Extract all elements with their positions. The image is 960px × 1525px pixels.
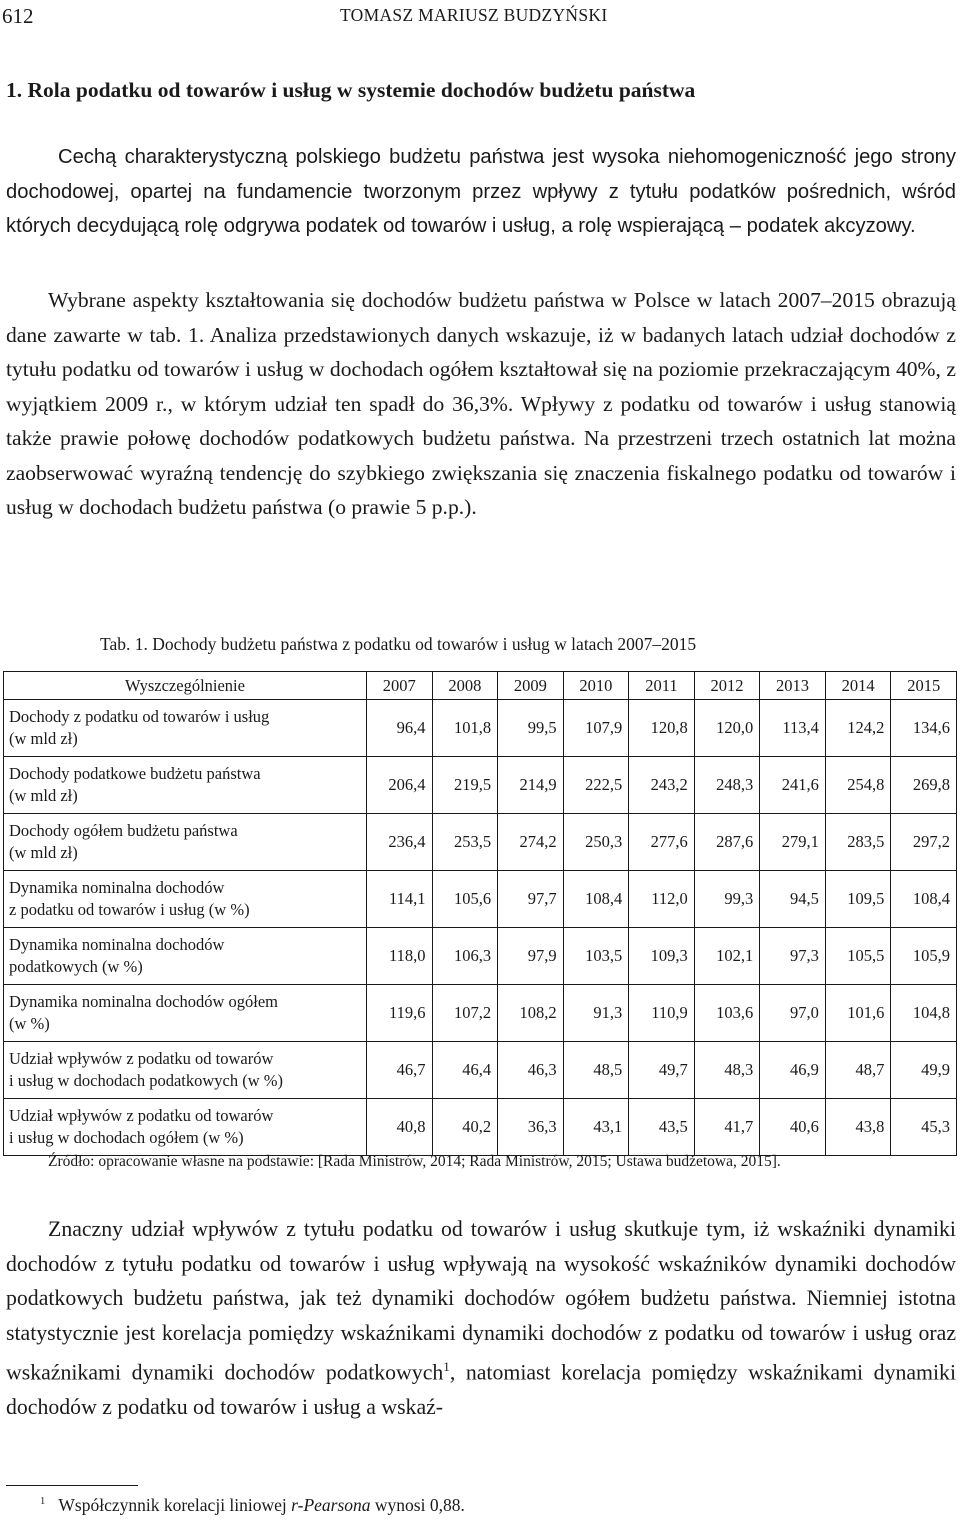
row-label [4,928,367,985]
col-header: 2008 [432,672,498,700]
table-cell: 97,7 [498,871,564,928]
table-row [4,700,957,757]
page-number: 612 [2,4,34,28]
table-cell: 48,5 [563,1042,629,1099]
col-header: 2013 [760,672,826,700]
table-cell: 49,9 [891,1042,957,1099]
footnote [40,1495,940,1516]
table-cell: 214,9 [498,757,564,814]
table-cell: 46,9 [760,1042,826,1099]
paragraph-correlation [6,1212,956,1424]
table-cell: 40,6 [760,1099,826,1156]
table-cell: 106,3 [432,928,498,985]
table-cell: 97,0 [760,985,826,1042]
table-cell: 101,8 [432,700,498,757]
table-cell: 105,5 [825,928,891,985]
table-cell: 108,4 [891,871,957,928]
table-cell: 219,5 [432,757,498,814]
row-label [4,1042,367,1099]
row-label-line: Dochody z podatku od towarów i usług [9,707,270,726]
table-row [4,1099,957,1156]
table-source-note: Źródło: opracowanie własne na podstawie: [Rada Ministrów, 2014; Rada Ministrów, 2015; Ustawa budżetowa, 2015]. [48,1153,781,1170]
footnote-ref[interactable]: 1 [443,1359,450,1374]
table-cell: 124,2 [825,700,891,757]
row-label [4,700,367,757]
table-row [4,814,957,871]
row-label-line: Dochody ogółem budżetu państwa [9,821,238,840]
table-cell: 118,0 [367,928,433,985]
table-cell: 248,3 [694,757,760,814]
table-cell: 43,8 [825,1099,891,1156]
table-cell: 109,3 [629,928,695,985]
col-header: 2007 [367,672,433,700]
table-cell: 206,4 [367,757,433,814]
col-header: Wyszczególnienie [4,672,367,700]
row-label-line: Dynamika nominalna dochodów [9,878,225,897]
table-cell: 112,0 [629,871,695,928]
table-row [4,1042,957,1099]
footnote-marker: 1 [40,1496,46,1508]
table-cell: 99,3 [694,871,760,928]
table-cell: 283,5 [825,814,891,871]
table-cell: 114,1 [367,871,433,928]
row-label-line: (w mld zł) [9,729,78,748]
table-cell: 277,6 [629,814,695,871]
running-author: TOMASZ MARIUSZ BUDZYŃSKI [340,5,608,25]
col-header: 2010 [563,672,629,700]
col-header: 2015 [891,672,957,700]
table-header-row [4,672,957,700]
row-label-line: Udział wpływów z podatku od towarów [9,1106,274,1125]
table-cell: 287,6 [694,814,760,871]
row-label-line: Dynamika nominalna dochodów [9,935,225,954]
paragraph-intro: Cechą charakterystyczną polskiego budżetu państwa jest wysoka niehomogeniczność jego strony dochodowej, opartej na fundamencie tworzonym przez wpływy z tytułu podatków pośrednich, wśród których decydującą rolę odgrywa podatek od towarów i usług, a rolę wspierającą – podatek akcyzowy. [6,146,956,237]
table-cell: 46,4 [432,1042,498,1099]
footnote-text: Współczynnik korelacji liniowej [58,1495,287,1515]
footnote-divider [6,1485,138,1486]
table-cell: 96,4 [367,700,433,757]
table-cell: 45,3 [891,1099,957,1156]
table-cell: 46,3 [498,1042,564,1099]
table-cell: 250,3 [563,814,629,871]
table-cell: 48,3 [694,1042,760,1099]
col-header: 2012 [694,672,760,700]
table-cell: 134,6 [891,700,957,757]
table-cell: 105,9 [891,928,957,985]
table-cell: 108,4 [563,871,629,928]
running-header [0,4,960,34]
table-cell: 119,6 [367,985,433,1042]
table-cell: 91,3 [563,985,629,1042]
table-cell: 274,2 [498,814,564,871]
table-cell: 43,1 [563,1099,629,1156]
table-cell: 36,3 [498,1099,564,1156]
row-label [4,1099,367,1156]
footnote-text-end: wynosi 0,88. [374,1495,465,1515]
table-row [4,985,957,1042]
table-row [4,928,957,985]
table-cell: 105,6 [432,871,498,928]
table-cell: 99,5 [498,700,564,757]
paragraph-correlation-text-cont: , natomiast korelacja pomiędzy wskaźnikami dynamiki dochodów z podatku od towarów i usług a wskaź- [6,1360,957,1419]
table-cell: 48,7 [825,1042,891,1099]
row-label-line: Dynamika nominalna dochodów ogółem [9,992,278,1011]
row-label-line: podatkowych (w %) [9,957,143,976]
table-cell: 41,7 [694,1099,760,1156]
table-cell: 269,8 [891,757,957,814]
col-header: 2014 [825,672,891,700]
table-cell: 279,1 [760,814,826,871]
row-label-line: Dochody podatkowe budżetu państwa [9,764,261,783]
paragraph-correlation-text: Znaczny udział wpływów z tytułu podatku od towarów i usług skutkuje tym, iż wskaźniki dynamiki dochodów z tytułu podatku od towarów i usług wpływają na wysokość wskaźników dynamiki dochodów podatkowych budżetu państwa, jak też dynamiki dochodów ogółem budżetu państwa. Niemniej istotna statystycznie jest korelacja pomiędzy wskaźnikami dynamiki dochodów z podatku od towarów i usług oraz wskaźnikami dynamiki dochodów podatkowych [6,1217,956,1385]
row-label-line: z podatku od towarów i usług (w %) [9,900,250,919]
table-cell: 241,6 [760,757,826,814]
table-cell: 97,3 [760,928,826,985]
row-label-line: i usług w dochodach ogółem (w %) [9,1128,244,1147]
row-label-line: Udział wpływów z podatku od towarów [9,1049,274,1068]
table-cell: 104,8 [891,985,957,1042]
table-cell: 101,6 [825,985,891,1042]
table-cell: 107,9 [563,700,629,757]
revenue-table [3,671,957,1156]
row-label [4,871,367,928]
table-row [4,757,957,814]
table-cell: 46,7 [367,1042,433,1099]
table-cell: 103,6 [694,985,760,1042]
row-label-line: (w %) [9,1014,50,1033]
table-cell: 102,1 [694,928,760,985]
table-cell: 40,8 [367,1099,433,1156]
table-cell: 97,9 [498,928,564,985]
table-cell: 108,2 [498,985,564,1042]
table-cell: 243,2 [629,757,695,814]
row-label-line: (w mld zł) [9,786,78,805]
table-cell: 110,9 [629,985,695,1042]
table-cell: 297,2 [891,814,957,871]
table-cell: 113,4 [760,700,826,757]
row-label-line: (w mld zł) [9,843,78,862]
row-label [4,814,367,871]
section-heading: 1. Rola podatku od towarów i usług w systemie dochodów budżetu państwa [6,78,696,102]
table-cell: 94,5 [760,871,826,928]
col-header: 2009 [498,672,564,700]
table-cell: 236,4 [367,814,433,871]
table-caption: Tab. 1. Dochody budżetu państwa z podatku od towarów i usług w latach 2007–2015 [100,634,697,654]
row-label-line: i usług w dochodach podatkowych (w %) [9,1071,284,1090]
row-label [4,757,367,814]
col-header: 2011 [629,672,695,700]
footnote-italic: r-Pearsona [291,1495,371,1515]
table-cell: 103,5 [563,928,629,985]
table-cell: 222,5 [563,757,629,814]
table-cell: 109,5 [825,871,891,928]
table-cell: 120,0 [694,700,760,757]
table-cell: 43,5 [629,1099,695,1156]
table-row [4,871,957,928]
table-cell: 254,8 [825,757,891,814]
table-cell: 40,2 [432,1099,498,1156]
table-cell: 253,5 [432,814,498,871]
table-cell: 120,8 [629,700,695,757]
paragraph-analysis: Wybrane aspekty kształtowania się dochodów budżetu państwa w Polsce w latach 2007–2015 obrazują dane zawarte w tab. 1. Analiza przedstawionych danych wskazuje, iż w badanych latach udział dochodów z tytułu podatku od towarów i usług w dochodach ogółem kształtował się na poziomie przekraczającym 40%, z wyjątkiem 2009 r., w którym udział ten spadł do 36,3%. Wpływy z podatku od towarów i usług stanowią także prawie połowę dochodów podatkowych budżetu państwa. Na przestrzeni trzech ostatnich lat można zaobserwować wyraźną tendencję do szybkiego zwiększania się znaczenia fiskalnego podatku od towarów i usług w dochodach budżetu państwa (o prawie 5 p.p.). [6,288,956,519]
table-cell: 107,2 [432,985,498,1042]
row-label [4,985,367,1042]
table-cell: 49,7 [629,1042,695,1099]
